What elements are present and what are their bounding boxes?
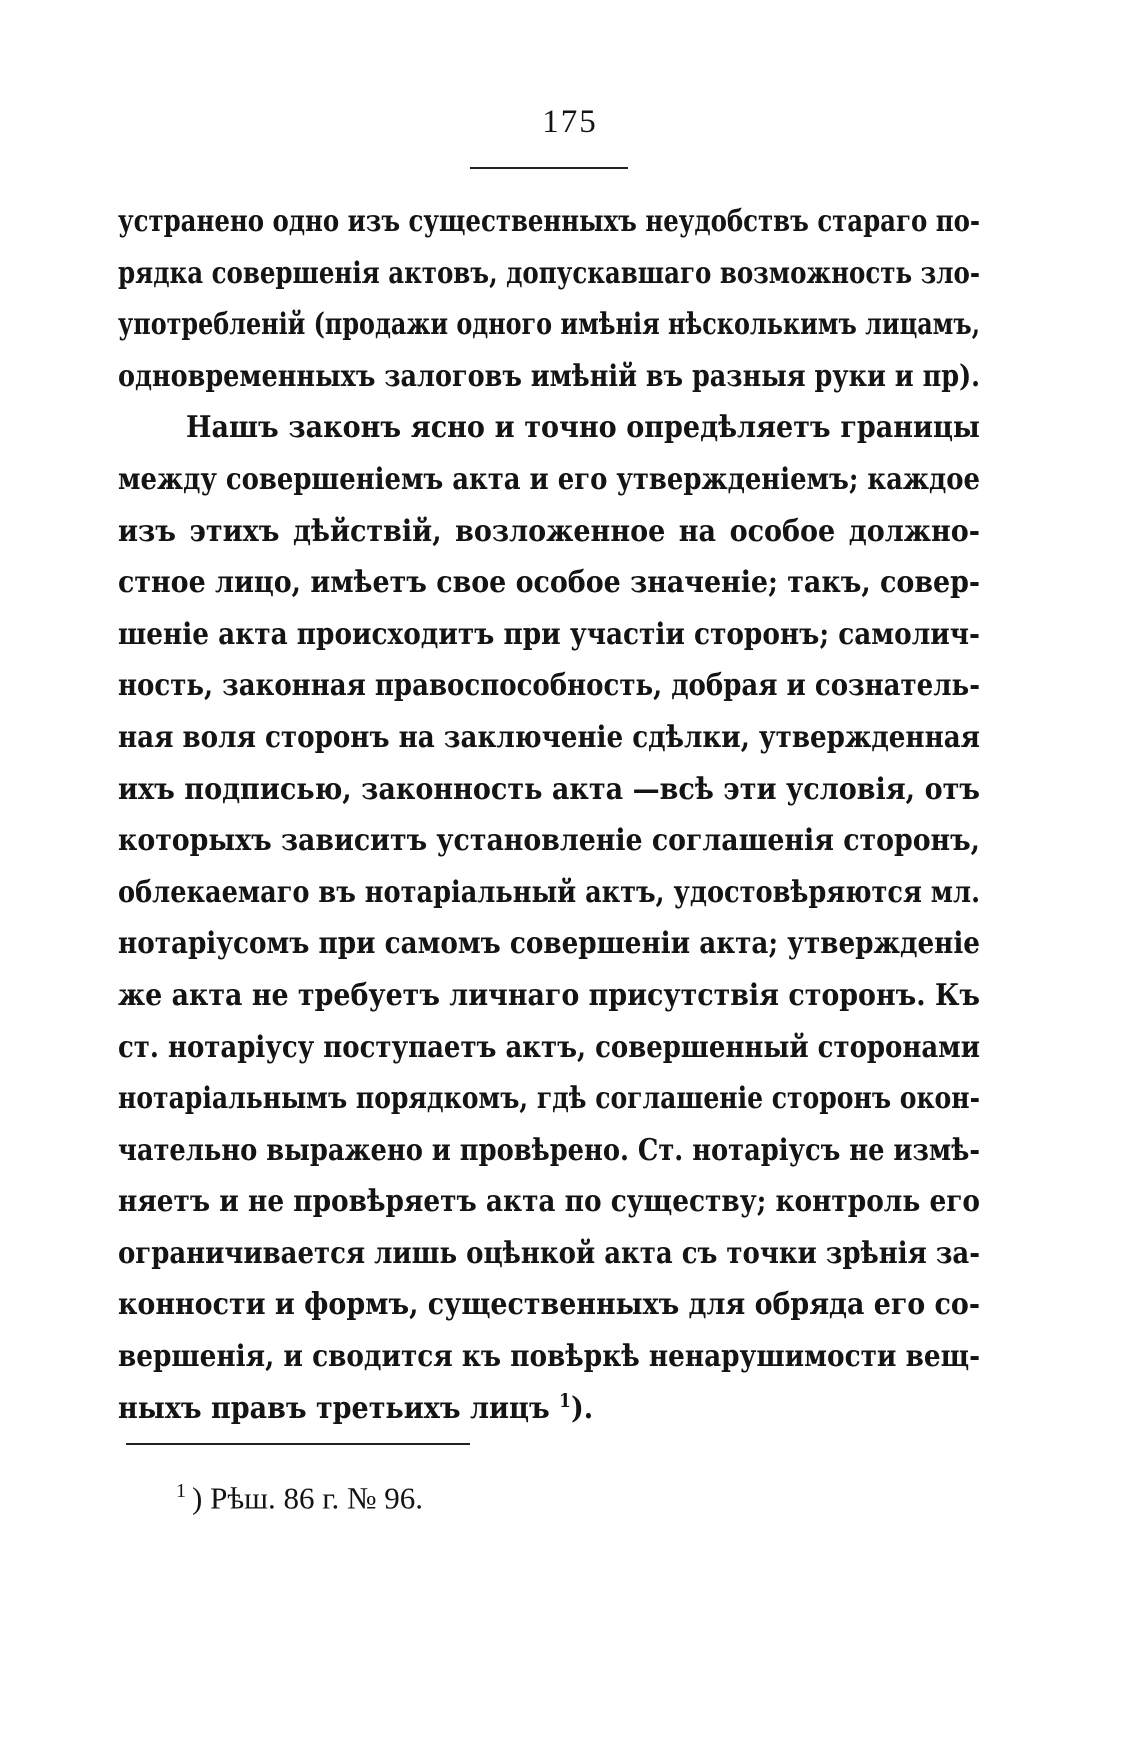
text-line [118,506,980,558]
text-line-content: шеніе акта происходитъ при участіи сторонъ; самолич- [118,616,980,652]
text-line-content: чательно выражено и провѣрено. Ст. нотаріусъ не измѣ- [118,1132,980,1168]
text-line-content: рядка совершенія актовъ, допускавшаго возможность зло- [118,255,980,291]
header-rule [470,167,628,169]
text-line-content: употребленій (продажи одного имѣнія нѣсколькимъ лицамъ, [118,307,980,343]
text-line-content: устранено одно изъ существенныхъ неудобствъ стараго по- [118,204,980,239]
footnote-marker: 1 [176,1480,186,1502]
text-line [118,1022,980,1074]
text-line [118,351,980,403]
text-line [118,1125,980,1177]
footnote [176,1480,423,1516]
main-text [118,196,980,1434]
text-line-content: ность, законная правоспособность, добрая и сознатель- [118,668,980,704]
text-line [118,918,980,970]
text-line [118,1073,980,1125]
text-line-content: нотаріальнымъ порядкомъ, гдѣ соглашеніе сторонъ окон- [118,1081,980,1117]
text-line-content: няетъ и не провѣряетъ акта по существу; контроль его [118,1184,980,1220]
text-line-content: стное лицо, имѣетъ свое особое значеніе; такъ, совер- [118,565,980,601]
text-line-content: вершенія, и сводится къ повѣркѣ ненарушимости вещ- [118,1339,980,1375]
footnote-reference: 1 [559,1389,571,1412]
page-number: 175 [542,104,598,140]
text-line [118,1331,980,1383]
text-line [118,1383,980,1435]
text-line [118,299,980,351]
text-line [118,867,980,919]
text-line [118,557,980,609]
text-line-content: нотаріусомъ при самомъ совершеніи акта; утвержденіе [118,926,980,962]
text-line [118,1279,980,1331]
text-line-content: ихъ подписью, законность акта —всѣ эти условія, отъ [118,771,980,807]
text-line-content: которыхъ зависитъ установленіе соглашенія сторонъ, [118,823,980,859]
text-line [118,970,980,1022]
text-line-content: между совершеніемъ акта и его утвержденіемъ; каждое [118,461,980,497]
text-line-content: ограничивается лишь оцѣнкой акта съ точки зрѣнія за- [118,1235,980,1271]
text-line [118,196,980,248]
text-line-content: ныхъ правъ третьихъ лицъ [118,1390,550,1426]
text-line [118,712,980,764]
text-line-content: ная воля сторонъ на заключеніе сдѣлки, утвержденная [118,719,980,755]
text-line-content: Нашъ законъ ясно и точно опредѣляетъ границы [186,410,980,446]
text-line-content: одновременныхъ залоговъ имѣній въ разныя руки и пр). [118,358,980,394]
footnote-rule [126,1443,470,1445]
text-line [118,402,980,454]
text-line [118,660,980,712]
text-line [118,764,980,816]
text-line [118,248,980,300]
text-line [118,454,980,506]
text-line-content: облекаемаго въ нотаріальный актъ, удостовѣряются мл. [118,874,980,910]
text-line [118,1176,980,1228]
text-line [118,1228,980,1280]
text-line-content: конности и формъ, существенныхъ для обряда его со- [118,1287,980,1323]
text-line-content: изъ этихъ дѣйствій, возложенное на особое должно- [118,513,980,549]
text-line-tail: ). [570,1390,594,1426]
text-line-content: ст. нотаріусу поступаетъ актъ, совершенный сторонами [118,1029,980,1065]
text-line-content: же акта не требуетъ личнаго присутствія сторонъ. Къ [118,977,980,1013]
text-line [118,609,980,661]
text-line [118,815,980,867]
footnote-text: ) Рѣш. 86 г. № 96. [192,1480,424,1516]
